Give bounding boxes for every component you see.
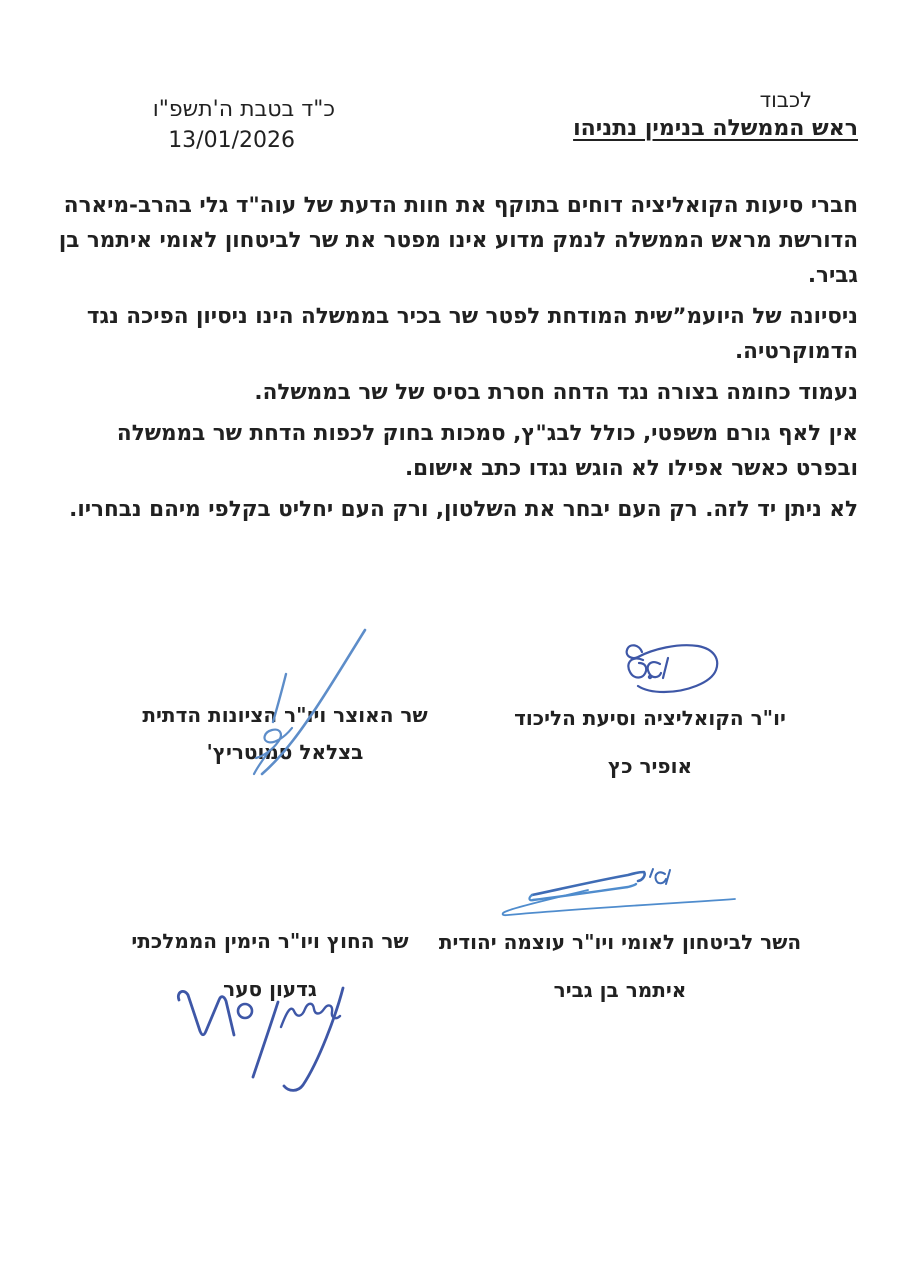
itamar-ben-gvir-title: השר לביטחון לאומי ויו"ר עוצמה יהודית [438, 930, 802, 954]
bezalel-smotrich-name: בצלאל סמוטריץ' [206, 740, 364, 764]
ofir-katz-name: אופיר כץ [607, 754, 693, 778]
paragraph-4: אין לאף גורם משפטי, כולל לבג"ץ, סמכות בחוק לכפות הדחת שר בממשלה ובפרט כאשר אפילו לא הוגש נגדו כתב אישום. [116, 421, 858, 481]
recipient-salutation: לכבוד [759, 88, 812, 112]
ofir-katz-signature [615, 632, 720, 702]
itamar-ben-gvir-signature [495, 860, 745, 920]
paragraph-5: לא ניתן יד לזה. רק העם יבחר את השלטון, ורק העם יחליט בקלפי מיהם נבחריו. [69, 497, 858, 522]
ofir-katz-title: יו"ר הקואליציה וסיעת הליכוד [514, 706, 786, 730]
itamar-ben-gvir-name: איתמר בן גביר [553, 978, 687, 1002]
signature-block-gideon-saar [110, 925, 430, 1120]
signature-block-bezalel-smotrich [115, 632, 455, 792]
gregorian-date: 13/01/2026 [168, 128, 295, 153]
paragraph-3: נעמוד כחומה בצורה נגד הדחה חסרת בסיס של שר בממשלה. [254, 380, 858, 405]
signature-block-ofir-katz [455, 632, 845, 792]
bezalel-smotrich-signature [240, 622, 390, 782]
letter-body [48, 188, 858, 533]
paragraph-2: ניסיונה של היועמ”שית המודחת לפטר שר בכיר בממשלה הינו ניסיון הפיכה נגד הדמוקרטיה. [86, 304, 858, 364]
date-block [90, 97, 335, 153]
hebrew-date: כ"ד בטבת ה'תשפ"ו [152, 97, 335, 122]
recipient-name: ראש הממשלה בנימין נתניהו [573, 116, 858, 141]
gideon-saar-title: שר החוץ ויו"ר הימין הממלכתי [131, 929, 409, 953]
gideon-saar-name: גדעון סער [223, 977, 317, 1001]
bezalel-smotrich-title: שר האוצר ויו"ר הציונות הדתית [142, 703, 428, 727]
signature-block-itamar-ben-gvir [430, 860, 810, 1020]
gideon-saar-signature [165, 975, 375, 1115]
paragraph-1: חברי סיעות הקואליציה דוחים בתוקף את חוות הדעת של עוה"ד גלי בהרב-מיארה הדורשת מראש הממשלה לנמק מדוע אינו מפטר את שר לביטחון לאומי איתמר בן גביר. [58, 193, 858, 288]
